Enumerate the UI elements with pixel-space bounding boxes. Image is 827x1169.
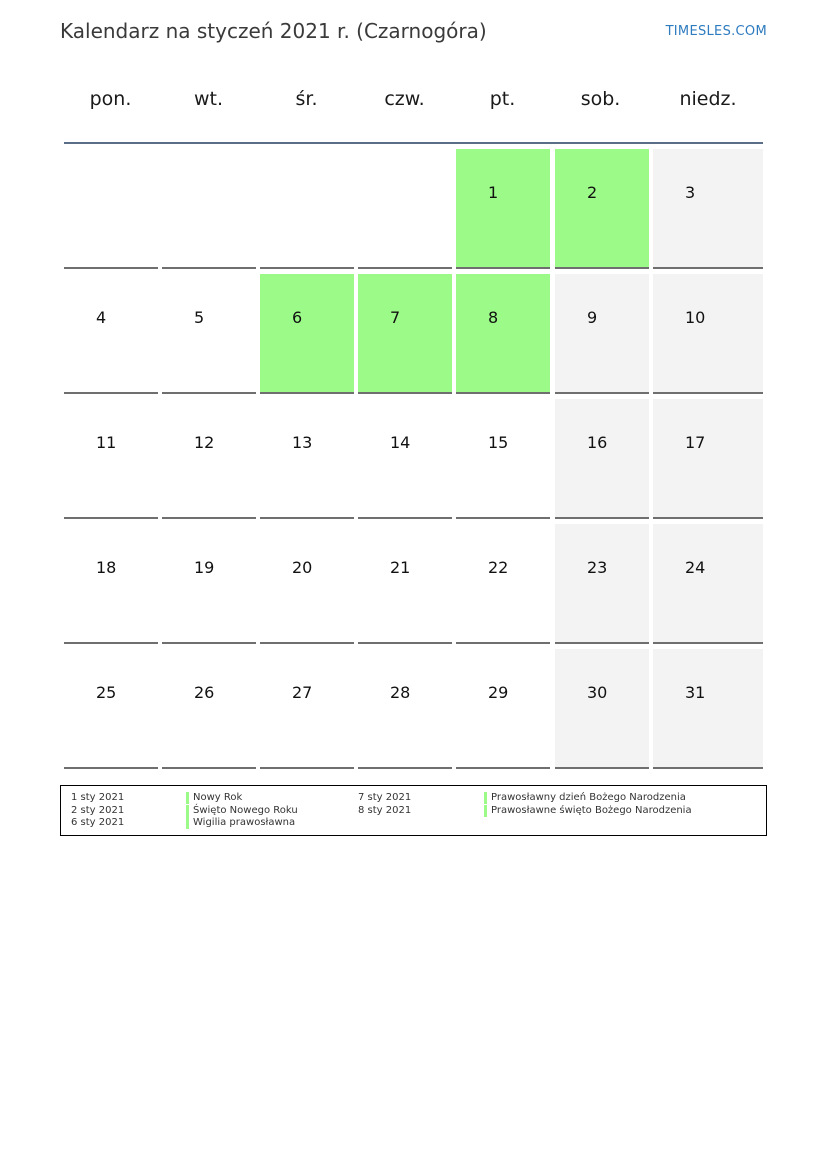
calendar-day-cell <box>358 274 452 394</box>
weekday-label-sun: niedz. <box>679 88 737 110</box>
legend-date: 1 sty 2021 <box>71 792 125 803</box>
day-number: 13 <box>292 433 313 452</box>
calendar-day-cell <box>555 274 649 394</box>
calendar-day-cell <box>456 524 550 644</box>
weekday-label-tue: wt. <box>193 88 224 110</box>
weekday-header <box>60 88 767 120</box>
legend-holiday-name: Prawosławny dzień Bożego Narodzenia <box>484 792 686 803</box>
day-number: 18 <box>96 558 117 577</box>
legend-date: 8 sty 2021 <box>358 805 412 816</box>
legend-date: 2 sty 2021 <box>71 805 125 816</box>
day-number: 23 <box>587 558 608 577</box>
calendar-day-cell <box>64 399 158 519</box>
weekday-label-wed: śr. <box>295 88 318 110</box>
calendar-empty-cell <box>64 149 158 269</box>
day-number: 10 <box>685 308 706 327</box>
day-number: 25 <box>96 683 117 702</box>
day-number: 3 <box>685 183 696 202</box>
calendar-day-cell <box>162 274 256 394</box>
day-number: 2 <box>587 183 598 202</box>
calendar-day-cell <box>358 399 452 519</box>
legend-date: 7 sty 2021 <box>358 792 412 803</box>
calendar-day-cell <box>162 399 256 519</box>
calendar-day-cell <box>653 274 763 394</box>
calendar-day-cell <box>653 399 763 519</box>
day-number: 26 <box>194 683 215 702</box>
day-number: 30 <box>587 683 608 702</box>
calendar-empty-cell <box>162 149 256 269</box>
calendar-day-cell <box>456 149 550 269</box>
calendar-day-cell <box>555 649 649 769</box>
day-number: 21 <box>390 558 411 577</box>
legend-holiday-name: Święto Nowego Roku <box>186 805 298 816</box>
day-number: 29 <box>488 683 509 702</box>
legend-date: 6 sty 2021 <box>71 817 125 828</box>
weekday-label-sat: sob. <box>580 88 621 110</box>
calendar-day-cell <box>358 649 452 769</box>
day-number: 4 <box>96 308 107 327</box>
page-title: Kalendarz na styczeń 2021 r. (Czarnogóra) <box>60 19 487 43</box>
day-number: 22 <box>488 558 509 577</box>
day-number: 5 <box>194 308 205 327</box>
calendar-empty-cell <box>358 149 452 269</box>
calendar-day-cell <box>555 524 649 644</box>
day-number: 6 <box>292 308 303 327</box>
calendar-day-cell <box>456 274 550 394</box>
calendar-day-cell <box>555 399 649 519</box>
calendar-day-cell <box>162 524 256 644</box>
weekday-label-fri: pt. <box>489 88 516 110</box>
day-number: 14 <box>390 433 411 452</box>
calendar-day-cell <box>64 274 158 394</box>
day-number: 16 <box>587 433 608 452</box>
header-divider <box>64 142 763 144</box>
day-number: 27 <box>292 683 313 702</box>
day-number: 19 <box>194 558 215 577</box>
day-number: 31 <box>685 683 706 702</box>
calendar-day-cell <box>358 524 452 644</box>
calendar-day-cell <box>162 649 256 769</box>
day-number: 17 <box>685 433 706 452</box>
day-number: 7 <box>390 308 401 327</box>
calendar-day-cell <box>260 649 354 769</box>
calendar-day-cell <box>260 524 354 644</box>
calendar-empty-cell <box>260 149 354 269</box>
calendar-day-cell <box>653 524 763 644</box>
calendar-day-cell <box>555 149 649 269</box>
brand-link[interactable]: TIMESLES.COM <box>665 24 767 39</box>
calendar-day-cell <box>653 149 763 269</box>
holiday-legend <box>60 785 767 836</box>
day-number: 9 <box>587 308 598 327</box>
calendar-day-cell <box>653 649 763 769</box>
weekday-label-thu: czw. <box>384 88 425 110</box>
day-number: 12 <box>194 433 215 452</box>
day-number: 1 <box>488 183 499 202</box>
legend-holiday-name: Nowy Rok <box>186 792 242 803</box>
day-number: 24 <box>685 558 706 577</box>
calendar-day-cell <box>260 274 354 394</box>
calendar-day-cell <box>260 399 354 519</box>
calendar-day-cell <box>456 649 550 769</box>
legend-holiday-name: Wigilia prawosławna <box>186 817 295 828</box>
calendar-day-cell <box>64 524 158 644</box>
legend-holiday-name: Prawosławne święto Bożego Narodzenia <box>484 805 692 816</box>
day-number: 28 <box>390 683 411 702</box>
weekday-label-mon: pon. <box>89 88 132 110</box>
calendar-day-cell <box>456 399 550 519</box>
calendar-day-cell <box>64 649 158 769</box>
day-number: 20 <box>292 558 313 577</box>
day-number: 11 <box>96 433 117 452</box>
day-number: 8 <box>488 308 499 327</box>
day-number: 15 <box>488 433 509 452</box>
